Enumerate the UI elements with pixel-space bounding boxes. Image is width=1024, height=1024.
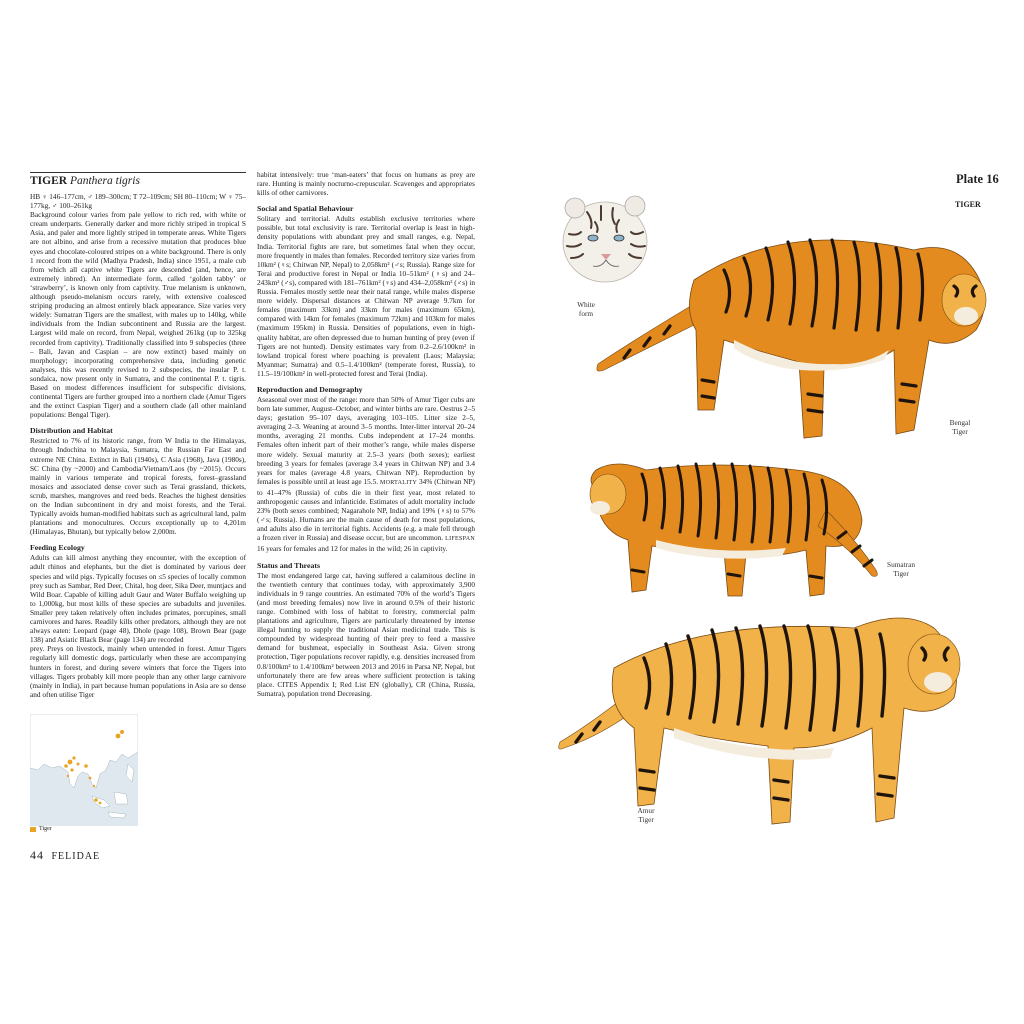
lifespan-label: LIFESPAN bbox=[445, 536, 476, 543]
range-swatch bbox=[30, 827, 36, 832]
label-amur-tiger: Amur Tiger bbox=[637, 806, 655, 824]
distribution-map bbox=[30, 714, 138, 826]
page-footer bbox=[30, 848, 100, 863]
feeding-heading: Feeding Ecology bbox=[30, 543, 85, 553]
description-text: Background colour varies from pale yellow to rich red, with white or cream underparts. Generally darker and more richly striped in tropical S Asia, and paler and more lightly striped in temperate areas. White Tigers are not albino, and arise from a recessive mutation that produces blue eyes and chocolate-coloured stripes on a white background. There is only 1 record from the wild (Madhya Pradesh, India) since 1951, a male cub from which all captive white Tigers are descended (and, hence, are extremely inbred). An intermediate form, called ‘golden tabby’ or ‘strawberry’, is known only from captivity. True melanism is unknown, although pseudo-melanism occurs rarely, with extensive coalesced striping producing an almost entirely black appearance. Size varies very widely: Sumatran Tigers are the smallest, with males up to 140kg, while individuals from the Indian subcontinent and Russia are the largest. Largest wild male on record, from Nepal, weighed 261kg (up to 325kg recorded from captivity). Traditionally classified into 9 subspecies (three – Bali, Javan and Caspian – are now extinct) based mainly on morphology; incorporating comprehensive data, including genetic analyses, this was recently revised to 2 subspecies, the insular P. t. sondaica, now present only in Sumatra, and the continental P. t. tigris. Based on modest differences insufficient for subspecific divisions, continental Tigers are further grouped into a northern clade (Amur Tigers and the extinct Caspian Tiger) and a southern clade (all other mainland populations: Bengal Tiger). bbox=[30, 210, 246, 420]
sumatran-tiger-illustration bbox=[556, 450, 886, 600]
text-column-2 bbox=[257, 170, 475, 698]
measurements: HB ♀ 146–177cm, ♂ 189–300cm; T 72–109cm; SH 80–110cm; W ♀ 75–177kg, ♂ 100–261kg bbox=[30, 192, 246, 211]
species-scientific-name: Panthera tigris bbox=[69, 175, 140, 187]
reproduction-text: Aseasonal over most of the range: more than 50% of Amur Tiger cubs are born late summer, August–October, and winter births are rare. Oestrus 2–5 days; gestation 95–107 days, averaging 103–105. Litter size 2–5, averaging 2–3. Weaning at around 3–5 months. Inter-litter interval 20–24 months, averaging 21 months. Cubs independent at 17–24 months. Females often inherit part of their mother’s range, while males disperse more widely. Sexual maturity at 2.5–3 years (both sexes); earliest breeding 3 years for females (average 3.4 years in Chitwan NP) and 3.4 years for males (average 4.8 years, Chitwan NP). Reproduction by females is possible until at least age 15.5. MORTALITY 34% (Chitwan NP) to 41–47% (Russia) of cubs die in their first year, most related to anthropogenic causes and infanticide. Estimates of adult mortality include 23% (both sexes combined; Nagarahole NP, India) and 19% (♀s) to 57% (♂s; Russia). Humans are the main cause of death for most populations, and adults also die in territorial fights. Accidents (e.g. a male fell through a frozen river in Russia) and disease occur, but are uncommon. LIFESPAN 16 years for females and 12 for males in the wild; 26 in captivity. bbox=[257, 394, 476, 554]
map-legend-label: Tiger bbox=[39, 826, 52, 832]
label-sumatran-tiger: Sumatran Tiger bbox=[887, 560, 915, 578]
species-common-name: TIGER bbox=[30, 175, 68, 187]
text-column-1 bbox=[30, 170, 246, 699]
amur-tiger-illustration bbox=[554, 598, 994, 838]
label-bengal-tiger: Bengal Tiger bbox=[949, 418, 971, 436]
status-text: The most endangered large cat, having suffered a calamitous decline in the twentieth century that continues today, with approximately 3,900 individuals in 9 range countries. An estimated 70% of the world’s Tigers (and most breeding females) now live in around 0.5% of their historic range. Combined with loss of habitat to forestry, commercial palm plantations and agriculture, Tigers are particularly threatened by intense illegal hunting to supply the traditional Asian medicinal trade. This is compounded by widespread hunting of their prey to feed a massive demand for bushmeat, especially in Southeast Asia. Given strong protection, Tiger populations recover rapidly, e.g. densities increased from 0.8/100km² to 1.4/100km² between 2013 and 2016 in Parsa NP, Nepal, but unfortunately there are few areas where sufficient protection is taking place. CITES Appendix I; Red List EN (globally), CR (China, Russia, Sumatra), population trend Decreasing. bbox=[257, 570, 475, 698]
species-heading bbox=[30, 172, 246, 188]
map-legend bbox=[30, 826, 52, 832]
reproduction-heading: Reproduction and Demography bbox=[257, 384, 363, 394]
distribution-heading: Distribution and Habitat bbox=[30, 426, 113, 436]
mortality-label: MORTALITY bbox=[379, 479, 418, 486]
running-head: FELIDAE bbox=[51, 851, 101, 862]
status-heading: Status and Threats bbox=[257, 560, 320, 570]
distribution-text: Restricted to 7% of its historic range, from W India to the Himalayas, through Indochina to Malaysia, Sumatra, the Russian Far East and extreme NE China. Extinct in Bali (1940s), C Asia (1968), Java (1980s), SC China (by ~2000) and Cambodia/Vietnam/Laos (by ~2015). Occurs mainly in various temperate and tropical forests, forest–grassland mosaics and associated dense cover such as Terai grassland, thickets, scrub, marshes, mangroves and reed beds. Reaches the highest densities on the Indian subcontinent in dry and moist forests, and the Terai. Typically avoids human-modified habitats such as agricultural land, palm plantations and monocultures. Occurs exceptionally up to 4,201m (Himalayas, Bhutan), but typically below 2,000m. bbox=[30, 436, 246, 537]
feeding-text-continued: prey. Preys on livestock, mainly when untended in forest. Amur Tigers regularly kill domestic dogs, particularly when these are accompanying hunters in forest, and during severe winters that force the Tigers into villages. Tigers probably kill more people than any other large carnivore (mainly in India), in part because human populations in Asia are so dense and often utilise Tiger bbox=[30, 644, 246, 699]
plate-subtitle: TIGER bbox=[955, 200, 981, 209]
label-white-form: White form bbox=[577, 300, 595, 318]
map-svg bbox=[30, 714, 138, 826]
plate-title: Plate 16 bbox=[956, 172, 999, 186]
feeding-text: Adults can kill almost anything they encounter, with the exception of adult rhinos and elephants, but the diet is dominated by various deer species and wild pigs. Typically focuses on ≤5 species of locally common prey such as Sambar, Red Deer, Chital, hog deer, Sika Deer, muntjacs and Wild Boar. Capable of killing adult Gaur and Water Buffalo weighing up to 1,000kg, but most kills of these species are subadults and juveniles. Smaller prey taken relatively often includes primates, porcupines, small carnivores and hares. Readily kills other predators, although they are not always eaten: Leopard (page 48), Dhole (page 108), Brown Bear (page 138) and Asiatic Black Bear (page 134) are recorded bbox=[30, 553, 246, 645]
feeding-text-end: habitat intensively: true ‘man-eaters’ that focus on humans as prey are rare. Hunting is mainly nocturno-crepuscular. Scavenges and appropriates kills of other carnivores. bbox=[257, 170, 475, 198]
social-text: Solitary and territorial. Adults establish exclusive territories where possible, but total exclusivity is rare. Territorial overlap is least in high-density populations with abundant prey and small ranges, e.g. Nepal, India. Territorial fights are rare, but sometimes fatal when they occur, more frequently in males than females. Recorded territory size varies from 10km² (♀s; Chitwan NP, Nepal) to 2,058km² (♂s; Russia). Range size for Terai and productive forest in Nepal or India 10–51km² (♀s) and 24–243km² (♂s), compared with 181–761km² (♀s) and 434–2,058km² (♂s) in Russia. Females mostly settle near their natal range, while males disperse more widely. Dispersal distances at Chitwan NP average 9.7km for females (maximum 33km) and 33km for males (maximum 65km), compared with 14km for females (maximum 72km) and 103km for males (maximum 195km) in Russia. Densities of populations, even in high-quality habitat, are often depressed due to human hunting of prey (even if Tigers are not hunted). Density estimates vary from 0.2–2.6/100km² in lowland tropical forest where poaching is prevalent (Laos; Malaysia; Myanmar; Sumatra) and 0.5–1.4/100km² (temperate forest, Russia), to 11.5–19/100km² in well-protected forest and Terai (India). bbox=[257, 214, 475, 378]
social-heading: Social and Spatial Behaviour bbox=[257, 204, 354, 214]
page-number: 44 bbox=[30, 848, 44, 862]
